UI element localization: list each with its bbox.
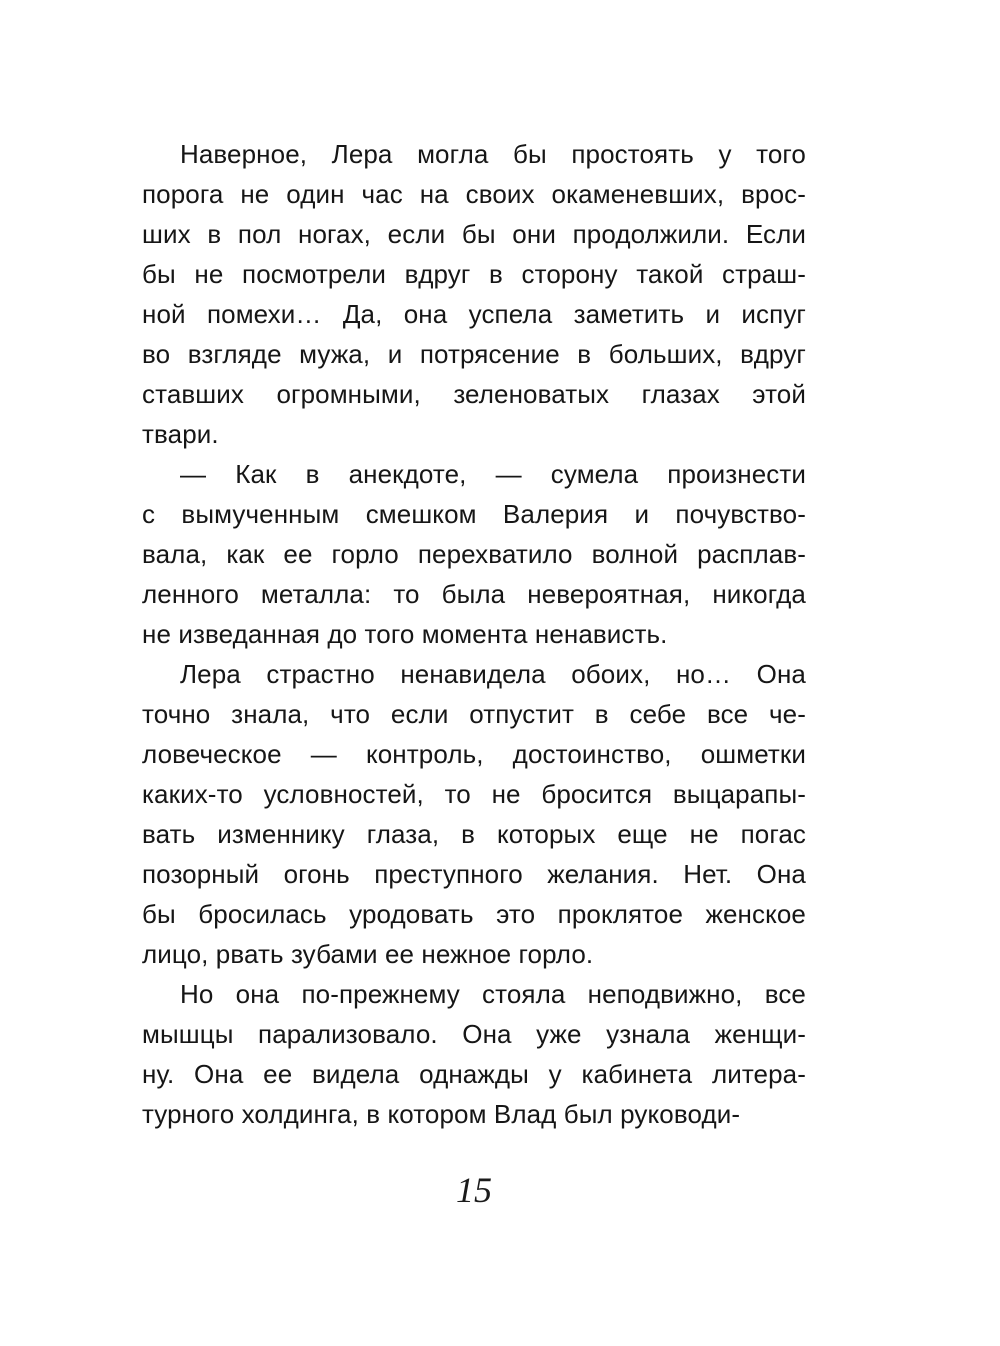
page-number: 15	[456, 1170, 492, 1210]
text-line: Лера страстно ненавидела обоих, но… Она	[180, 659, 806, 689]
paragraph	[142, 454, 806, 654]
text-line: турного холдинга, в котором Влад был руководи-	[142, 1099, 741, 1129]
text-line: бы не посмотрели вдруг в сторону такой страш-	[142, 259, 806, 289]
text-line: вала, как ее горло перехватило волной расплав-	[142, 539, 806, 569]
text-line: ставших огромными, зеленоватых глазах этой	[142, 379, 806, 409]
text-line: ну. Она ее видела однажды у кабинета литера-	[142, 1059, 806, 1089]
text-line: бы бросилась уродовать это проклятое женское	[142, 899, 806, 929]
text-line: с вымученным смешком Валерия и почувство-	[142, 499, 806, 529]
text-line: ших в пол ногах, если бы они продолжили. Если	[142, 219, 806, 249]
text-line: не изведанная до того момента ненависть.	[142, 619, 668, 649]
text-line: ловеческое — контроль, достоинство, ошметки	[142, 739, 806, 769]
text-line: точно знала, что если отпустит в себе все че-	[142, 699, 806, 729]
paragraph	[142, 974, 806, 1134]
text-block	[142, 134, 806, 1134]
text-line: во взгляде мужа, и потрясение в больших, вдруг	[142, 339, 806, 369]
text-line: лицо, рвать зубами ее нежное горло.	[142, 939, 594, 969]
text-line: порога не один час на своих окаменевших, врос-	[142, 179, 806, 209]
text-line: Наверное, Лера могла бы простоять у того	[180, 139, 806, 169]
paragraph	[142, 134, 806, 454]
text-line: твари.	[142, 419, 219, 449]
paragraph	[142, 654, 806, 974]
text-line: ной помехи… Да, она успела заметить и испуг	[142, 299, 806, 329]
text-line: вать изменнику глаза, в которых еще не погас	[142, 819, 806, 849]
text-line: Но она по-прежнему стояла неподвижно, все	[180, 979, 806, 1009]
text-line: позорный огонь преступного желания. Нет. Она	[142, 859, 806, 889]
text-line: — Как в анекдоте, — сумела произнести	[180, 459, 806, 489]
text-line: ленного металла: то была невероятная, никогда	[142, 579, 806, 609]
text-line: мышцы парализовало. Она уже узнала женщи-	[142, 1019, 806, 1049]
text-line: каких-то условностей, то не бросится выцарапы-	[142, 779, 806, 809]
